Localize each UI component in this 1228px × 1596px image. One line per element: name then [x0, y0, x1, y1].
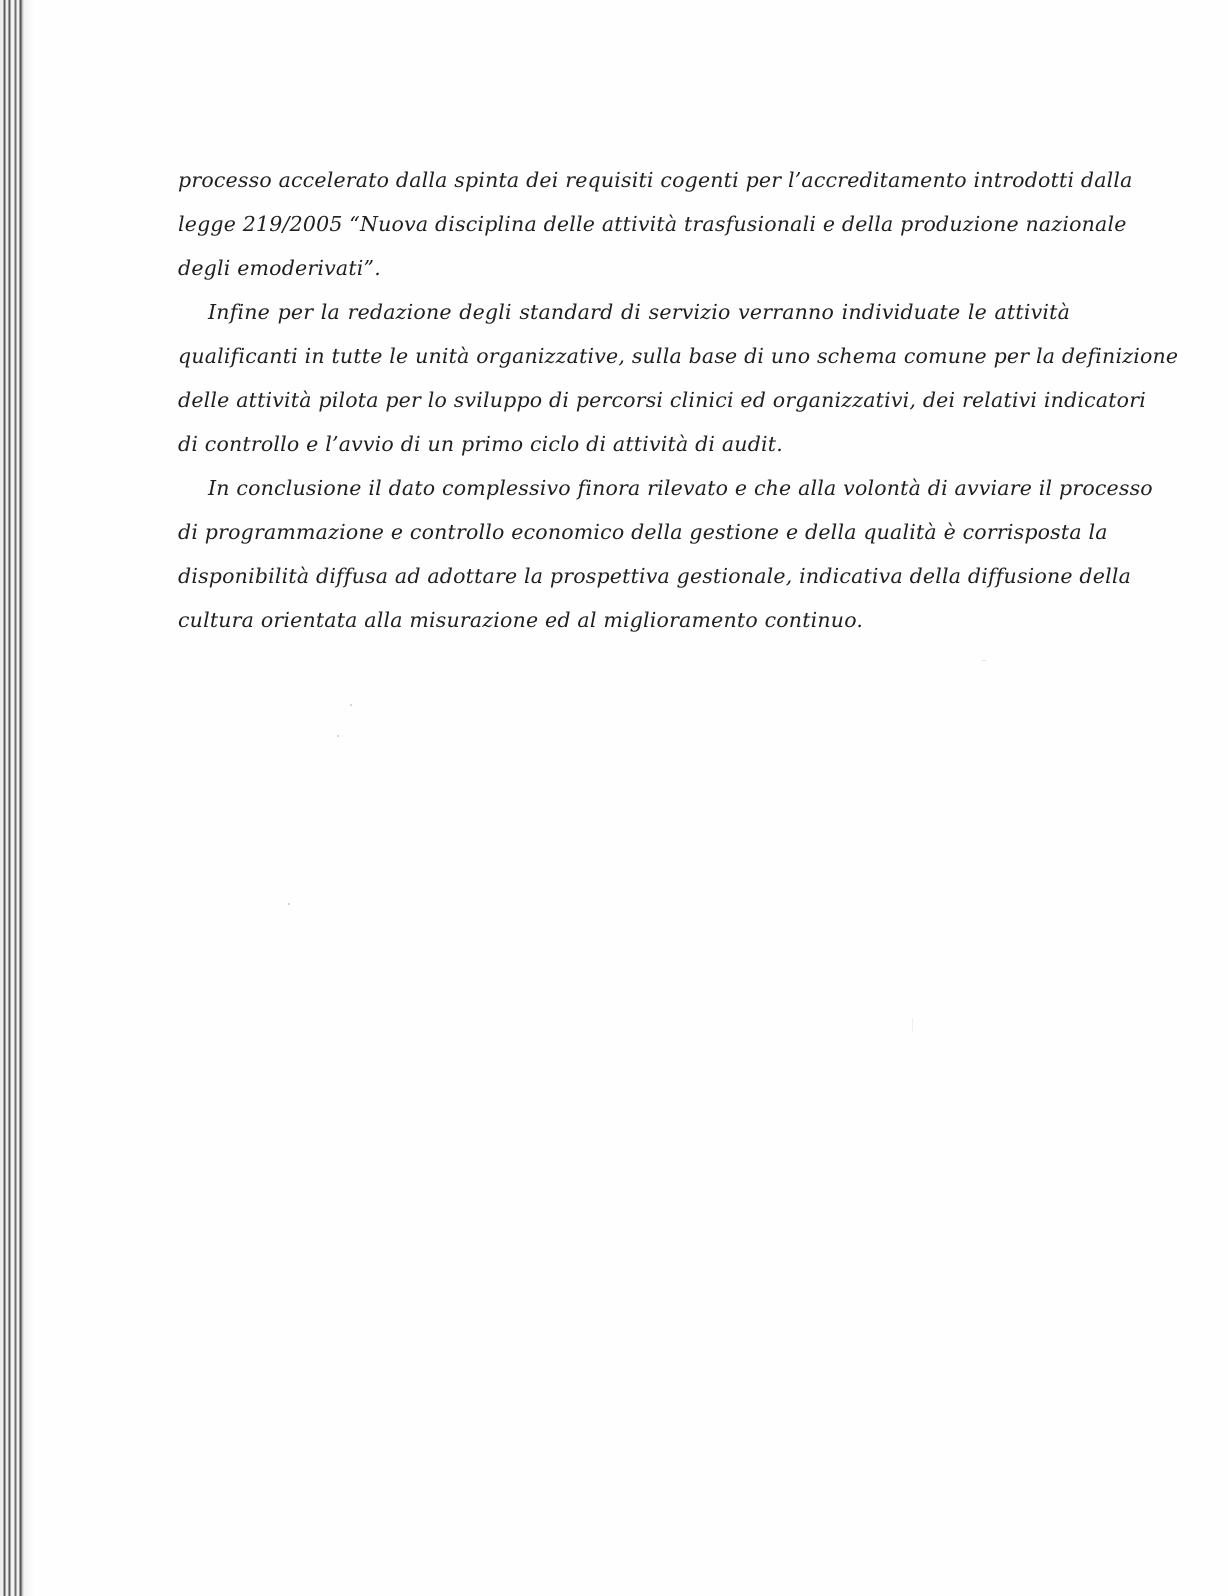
text-line: degli emoderivati”.: [178, 256, 381, 280]
scan-speck: [350, 704, 352, 706]
scan-speck: [982, 660, 986, 661]
paragraph-2: [178, 290, 1179, 466]
scan-speck: [288, 903, 290, 905]
paragraph-1: [178, 158, 1133, 290]
text-line: In conclusione il dato complessivo finora rilevato e che alla volontà di avviare il processo: [208, 476, 1153, 500]
text-line: cultura orientata alla misurazione ed al miglioramento continuo.: [178, 608, 864, 632]
text-line: qualificanti in tutte le unità organizzative, sulla base di uno schema comune per la definizione: [178, 344, 1179, 368]
text-line: Infine per la redazione degli standard di servizio verranno individuate le attività: [208, 300, 1070, 324]
text-line: processo accelerato dalla spinta dei requisiti cogenti per l’accreditamento introdotti dalla: [178, 168, 1133, 192]
scan-speck: [912, 1018, 913, 1032]
scan-speck: [337, 735, 339, 737]
text-line: di controllo e l’avvio di un primo ciclo di attività di audit.: [178, 432, 783, 456]
paragraph-3: [178, 466, 1153, 642]
scan-binding-edge: [0, 0, 38, 1596]
text-line: legge 219/2005 “Nuova disciplina delle attività trasfusionali e della produzione nazionale: [178, 212, 1127, 236]
body-text: [178, 158, 1179, 642]
text-line: delle attività pilota per lo sviluppo di percorsi clinici ed organizzativi, dei relativi indicatori: [178, 388, 1146, 412]
text-line: di programmazione e controllo economico della gestione e della qualità è corrisposta la: [178, 520, 1108, 544]
text-line: disponibilità diffusa ad adottare la prospettiva gestionale, indicativa della diffusione della: [178, 564, 1132, 588]
